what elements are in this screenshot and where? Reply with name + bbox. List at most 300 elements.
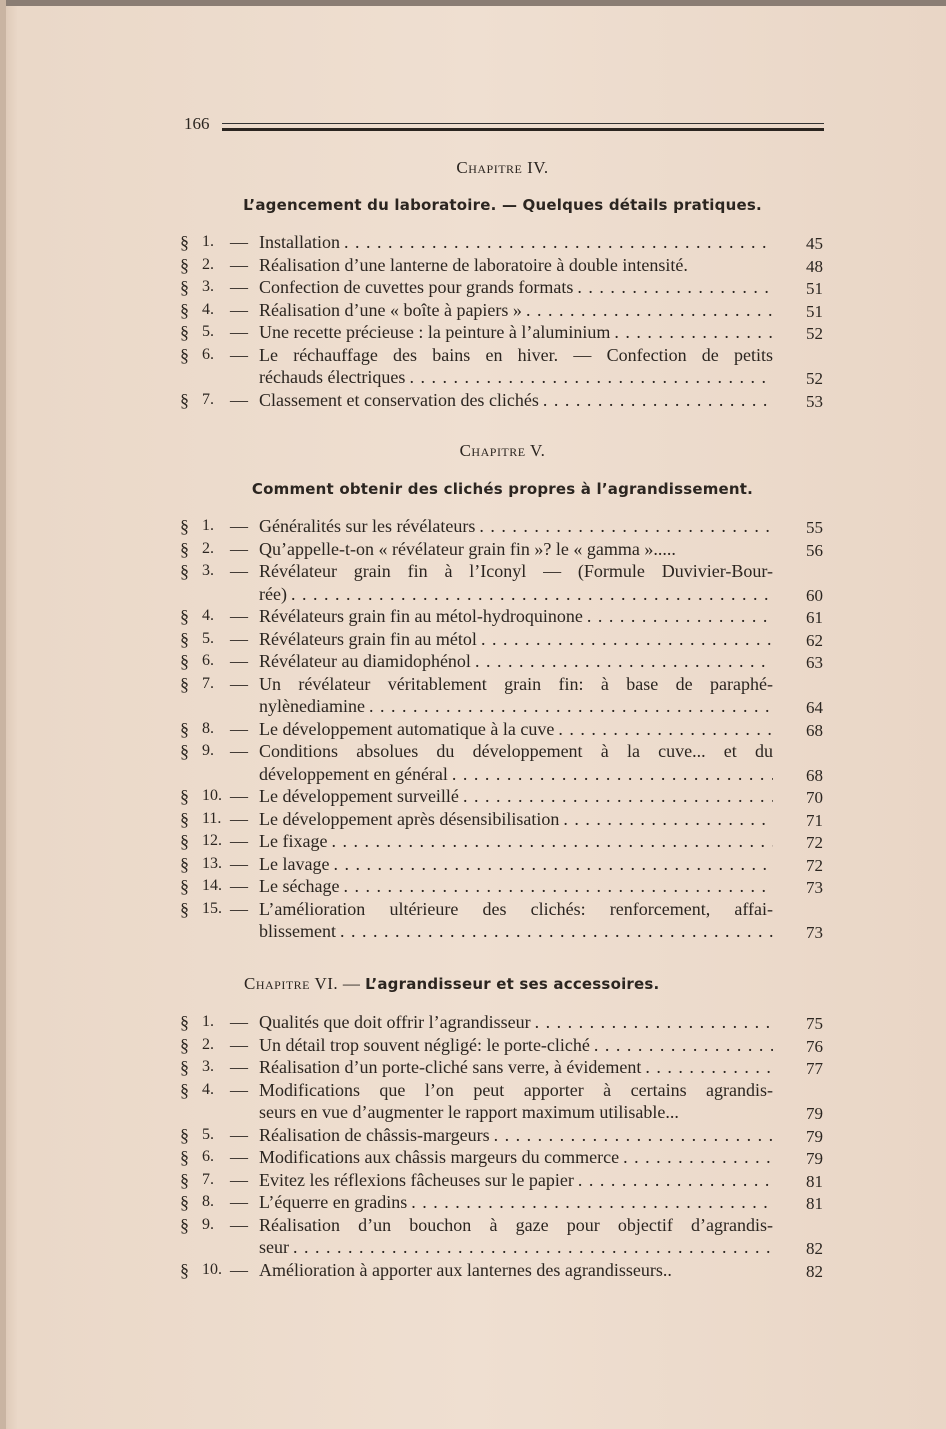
entry-title: rée) (259, 583, 287, 604)
section-symbol: § (180, 628, 189, 649)
dot-leader (409, 366, 773, 389)
em-dash: — (230, 538, 248, 559)
em-dash: — (230, 1124, 248, 1145)
dot-leader (343, 875, 773, 898)
entry-title: Le séchage (259, 876, 340, 896)
entry-text (259, 1169, 773, 1192)
toc-entry (180, 1146, 825, 1169)
entry-title: Un détail trop souvent négligé: le porte-cliché (259, 1034, 590, 1055)
em-dash: — (230, 876, 248, 896)
chapter-4-heading (180, 158, 825, 178)
section-number: 9. (202, 1215, 214, 1233)
entry-text (259, 830, 773, 853)
toc-entry (180, 853, 825, 876)
toc-entry (180, 830, 825, 853)
entry-title: seur (259, 1237, 289, 1257)
section-number: 1. (202, 517, 214, 534)
toc-line (180, 628, 825, 651)
entry-text (259, 650, 773, 673)
page-ref: 61 (806, 608, 823, 627)
entry-title: Révélateur au diamidophénol (259, 651, 471, 671)
chapter-6-heading (244, 974, 659, 994)
page-ref: 70 (806, 788, 823, 807)
section-number: 10. (202, 1260, 222, 1278)
toc-line (180, 785, 825, 808)
section-number: 3. (202, 1058, 214, 1075)
running-header (184, 114, 824, 138)
chapter-5-heading (180, 441, 825, 461)
toc-entry (180, 875, 825, 898)
page-ref: 68 (806, 765, 823, 785)
entry-text: Un révélateur véritablement grain fin: à base de paraphé- (259, 673, 773, 694)
dot-leader (526, 299, 773, 322)
em-dash: — (230, 741, 248, 761)
entry-title: Confection de cuvettes pour grands formats (259, 277, 574, 297)
page-ref: 77 (806, 1059, 823, 1078)
em-dash: — (230, 853, 248, 874)
toc-entry (180, 718, 825, 741)
section-symbol: § (180, 651, 189, 671)
toc-entry (180, 231, 825, 254)
entry-text: Réalisation d’un bouchon à gaze pour objectif d’agrandis- (259, 1214, 773, 1235)
em-dash: — (230, 898, 248, 919)
toc-line (180, 718, 825, 741)
entry-text (259, 1056, 773, 1079)
header-rule (222, 123, 824, 131)
dot-leader (411, 1191, 773, 1214)
toc-entry (180, 740, 825, 785)
toc-line (180, 299, 825, 322)
em-dash: — (230, 1012, 248, 1032)
entry-title: Le fixage (259, 831, 328, 851)
toc-entry (180, 1056, 825, 1079)
page-ref: 60 (806, 585, 823, 605)
entry-title: Classement et conservation des clichés (259, 389, 539, 410)
entry-text: Révélateur grain fin à l’Iconyl — (Formule Duvivier-Bour- (259, 561, 773, 581)
section-number: 14. (202, 877, 222, 894)
entry-text (259, 808, 773, 831)
page-number: 166 (184, 114, 210, 133)
toc-entry (180, 673, 825, 718)
entry-title: nylènediamine (259, 696, 365, 716)
section-number: 5. (202, 629, 214, 647)
entry-text (259, 628, 773, 651)
entry-title: L’équerre en gradins (259, 1192, 408, 1212)
page-ref: 52 (806, 369, 823, 388)
entry-title: Révélateurs grain fin au métol (259, 628, 477, 649)
entry-text (259, 321, 773, 344)
page-ref: 81 (806, 1171, 823, 1191)
em-dash: — (230, 786, 248, 806)
dot-leader (543, 389, 773, 412)
dot-leader (293, 1236, 773, 1259)
toc-line (180, 853, 825, 876)
toc-line (180, 1146, 825, 1169)
dot-leader (623, 1146, 773, 1169)
dot-leader (594, 1034, 773, 1057)
toc-line (180, 1214, 825, 1237)
toc-line (180, 605, 825, 628)
em-dash: — (230, 254, 248, 275)
em-dash: — (230, 277, 248, 297)
toc-line (180, 1101, 825, 1124)
section-symbol: § (180, 1259, 189, 1280)
entry-text (259, 875, 773, 898)
em-dash: — (230, 831, 248, 851)
page-ref: 76 (806, 1036, 823, 1056)
em-dash: — (230, 673, 248, 694)
section-symbol: § (180, 808, 189, 829)
section-number: 4. (202, 300, 214, 318)
entry-title: Réalisation d’une lanterne de laboratoire à double intensité. (259, 254, 688, 275)
section-symbol: § (180, 1079, 189, 1100)
section-symbol: § (180, 1214, 189, 1235)
page-ref: 52 (806, 324, 823, 343)
entry-text (259, 920, 773, 943)
page-ref: 56 (806, 540, 823, 560)
em-dash: — (230, 628, 248, 649)
section-symbol: § (180, 876, 189, 896)
toc-entry (180, 1214, 825, 1259)
page-ref: 79 (806, 1149, 823, 1168)
toc-line (180, 321, 825, 344)
section-number: 10. (202, 787, 222, 804)
toc-line (180, 366, 825, 389)
dot-leader (535, 1011, 773, 1034)
section-symbol: § (180, 299, 189, 320)
toc-entry (180, 628, 825, 651)
section-symbol: § (180, 1124, 189, 1145)
toc-line (180, 389, 825, 412)
toc-line (180, 1034, 825, 1057)
dot-leader (481, 628, 773, 651)
entry-text (259, 785, 773, 808)
page-ref: 55 (806, 518, 823, 537)
toc-line (180, 1079, 825, 1102)
section-number: 3. (202, 278, 214, 295)
entry-text: Le réchauffage des bains en hiver. — Confection de petits (259, 344, 773, 365)
em-dash: — (230, 232, 248, 252)
toc-line (180, 740, 825, 763)
toc-line (180, 875, 825, 898)
dot-leader (331, 830, 773, 853)
toc-entry (180, 344, 825, 389)
page-ref: 51 (806, 301, 823, 321)
toc-line (180, 920, 825, 943)
section-number: 6. (202, 345, 214, 363)
section-symbol: § (180, 254, 189, 275)
entry-text: Conditions absolues du développement à la cuve... et du (259, 741, 773, 761)
chapter-5-toc (180, 515, 825, 943)
em-dash: — (230, 808, 248, 829)
section-symbol: § (180, 606, 189, 626)
entry-text (259, 853, 773, 876)
entry-text (259, 1124, 773, 1147)
em-dash: — (230, 389, 248, 410)
section-number: 7. (202, 674, 214, 692)
toc-entry (180, 321, 825, 344)
section-symbol: § (180, 1192, 189, 1212)
dot-leader (614, 321, 773, 344)
entry-title: Réalisation d’une « boîte à papiers » (259, 299, 522, 320)
toc-line (180, 344, 825, 367)
entry-title: Qu’appelle-t-on « révélateur grain fin »? le « gamma »..... (259, 538, 676, 559)
em-dash: — (230, 1214, 248, 1235)
dot-leader (479, 515, 773, 538)
toc-entry (180, 1079, 825, 1124)
entry-text (259, 695, 773, 718)
toc-line (180, 276, 825, 299)
entry-text: L’amélioration ultérieure des clichés: renforcement, affai- (259, 898, 773, 919)
dot-leader (563, 808, 773, 831)
dot-leader (340, 920, 773, 943)
entry-title: Modifications aux châssis margeurs du commerce (259, 1147, 620, 1167)
dot-leader (578, 1169, 773, 1192)
entry-title: Le développement surveillé (259, 786, 459, 806)
toc-line (180, 538, 825, 561)
entry-text (259, 1034, 773, 1057)
section-symbol: § (180, 344, 189, 365)
toc-entry (180, 299, 825, 322)
section-number: 12. (202, 832, 222, 849)
section-symbol: § (180, 831, 189, 851)
page-ref: 48 (806, 256, 823, 276)
section-number: 1. (202, 233, 214, 250)
dot-leader (333, 853, 773, 876)
entry-title: Amélioration à apporter aux lanternes des agrandisseurs.. (259, 1259, 672, 1280)
section-number: 8. (202, 719, 214, 737)
em-dash: — (230, 561, 248, 581)
entry-title: Installation (259, 232, 340, 252)
section-symbol: § (180, 673, 189, 694)
section-number: 4. (202, 1080, 214, 1098)
toc-line (180, 560, 825, 583)
chapter-5-title: Chapitre V. (459, 441, 546, 460)
entry-title: Généralités sur les révélateurs (259, 516, 476, 536)
em-dash: — (230, 606, 248, 626)
em-dash: — (230, 322, 248, 342)
toc-entry (180, 605, 825, 628)
section-number: 9. (202, 742, 214, 759)
page-ref: 82 (806, 1239, 823, 1258)
page-ref: 79 (806, 1104, 823, 1123)
section-number: 7. (202, 390, 214, 408)
section-symbol: § (180, 277, 189, 297)
section-number: 5. (202, 323, 214, 340)
toc-line (180, 830, 825, 853)
chapter-5-subtitle: Comment obtenir des clichés propres à l’agrandissement. (251, 480, 754, 498)
entry-text (259, 254, 773, 277)
section-symbol: § (180, 898, 189, 919)
entry-title: Evitez les réflexions fâcheuses sur le papier (259, 1169, 574, 1190)
toc-entry (180, 650, 825, 673)
em-dash: — (230, 344, 248, 365)
dot-leader (494, 1124, 773, 1147)
page-ref: 51 (806, 279, 823, 298)
toc-line (180, 673, 825, 696)
section-symbol: § (180, 516, 189, 536)
dot-leader (344, 231, 773, 254)
dot-leader (645, 1056, 773, 1079)
entry-text (259, 1259, 773, 1282)
toc-line (180, 695, 825, 718)
entry-text (259, 231, 773, 254)
entry-title: Réalisation de châssis-margeurs (259, 1124, 490, 1145)
section-symbol: § (180, 786, 189, 806)
entry-title: Une recette précieuse : la peinture à l’aluminium (259, 322, 611, 342)
chapter-4-title: Chapitre IV. (456, 158, 549, 177)
dot-leader (291, 583, 773, 606)
toc-line (180, 583, 825, 606)
section-number: 4. (202, 607, 214, 624)
toc-line (180, 515, 825, 538)
section-symbol: § (180, 1147, 189, 1167)
toc-line (180, 898, 825, 921)
section-symbol: § (180, 389, 189, 410)
em-dash: — (230, 1034, 248, 1055)
toc-entry (180, 560, 825, 605)
toc-line (180, 1191, 825, 1214)
section-number: 2. (202, 255, 214, 273)
dot-leader (558, 718, 773, 741)
page-ref: 79 (806, 1126, 823, 1146)
entry-text (259, 1011, 773, 1034)
toc-entry (180, 1124, 825, 1147)
page-binding-edge (0, 0, 6, 1429)
entry-text (259, 605, 773, 628)
toc-entry (180, 1191, 825, 1214)
entry-title: Qualités que doit offrir l’agrandisseur (259, 1012, 531, 1032)
toc-entry (180, 276, 825, 299)
chapter-6-toc (180, 1011, 825, 1281)
toc-line (180, 808, 825, 831)
toc-entry (180, 254, 825, 277)
entry-title: seurs en vue d’augmenter le rapport maximum utilisable... (259, 1102, 679, 1122)
toc-line (180, 254, 825, 277)
section-symbol: § (180, 718, 189, 739)
section-symbol: § (180, 1169, 189, 1190)
em-dash: — (230, 1169, 248, 1190)
chapter-6-title: Chapitre VI. — (244, 974, 361, 993)
section-symbol: § (180, 561, 189, 581)
section-number: 2. (202, 1035, 214, 1053)
toc-line (180, 1169, 825, 1192)
section-symbol: § (180, 1034, 189, 1055)
em-dash: — (230, 299, 248, 320)
toc-line (180, 1236, 825, 1259)
chapter-4-subtitle: L’agencement du laboratoire. — Quelques détails pratiques. (243, 196, 762, 214)
toc-entry (180, 1011, 825, 1034)
entry-text (259, 718, 773, 741)
dot-leader (577, 276, 773, 299)
toc-entry (180, 515, 825, 538)
toc-entry (180, 538, 825, 561)
toc-entry (180, 1259, 825, 1282)
section-number: 11. (202, 809, 222, 827)
em-dash: — (230, 1079, 248, 1100)
dot-leader (587, 605, 773, 628)
dot-leader (369, 695, 773, 718)
em-dash: — (230, 651, 248, 671)
chapter-4-toc (180, 231, 825, 411)
entry-title: Révélateurs grain fin au métol-hydroquinone (259, 606, 583, 626)
entry-title: Le développement après désensibilisation (259, 808, 560, 829)
toc-line (180, 1259, 825, 1282)
entry-text (259, 515, 773, 538)
entry-text (259, 538, 773, 561)
em-dash: — (230, 718, 248, 739)
page-ref: 71 (806, 810, 823, 830)
page-ref: 68 (806, 720, 823, 740)
entry-text (259, 583, 773, 606)
section-symbol: § (180, 538, 189, 559)
entry-title: Le développement automatique à la cuve (259, 718, 555, 739)
em-dash: — (230, 516, 248, 536)
entry-text (259, 1146, 773, 1169)
page-ref: 53 (806, 391, 823, 411)
entry-title: Le lavage (259, 853, 330, 874)
section-number: 13. (202, 854, 222, 872)
toc-entry (180, 1169, 825, 1192)
page-ref: 73 (806, 923, 823, 942)
toc-entry (180, 389, 825, 412)
entry-text (259, 299, 773, 322)
entry-title: développement en général (259, 763, 448, 784)
toc-line (180, 1011, 825, 1034)
section-number: 5. (202, 1125, 214, 1143)
page-ref: 82 (806, 1261, 823, 1281)
section-number: 6. (202, 1148, 214, 1165)
section-symbol: § (180, 1012, 189, 1032)
toc-line (180, 1056, 825, 1079)
page-ref: 73 (806, 878, 823, 897)
dot-leader (452, 763, 773, 786)
dot-leader (475, 650, 773, 673)
toc-line (180, 650, 825, 673)
entry-text (259, 389, 773, 412)
section-number: 6. (202, 652, 214, 669)
em-dash: — (230, 1147, 248, 1167)
page-ref: 81 (806, 1194, 823, 1213)
page-ref: 72 (806, 833, 823, 852)
entry-text (259, 1236, 773, 1259)
entry-title: Réalisation d’un porte-cliché sans verre, à évidement (259, 1057, 642, 1077)
page-ref: 75 (806, 1014, 823, 1033)
toc-entry (180, 785, 825, 808)
section-symbol: § (180, 1057, 189, 1077)
section-number: 7. (202, 1170, 214, 1188)
section-number: 15. (202, 899, 222, 917)
entry-title: réchauds électriques (259, 367, 406, 387)
section-symbol: § (180, 232, 189, 252)
entry-text (259, 763, 773, 786)
toc-line (180, 1124, 825, 1147)
chapter-6-subtitle: L’agrandisseur et ses accessoires. (365, 975, 660, 993)
em-dash: — (230, 1259, 248, 1280)
section-number: 2. (202, 539, 214, 557)
toc-entry (180, 808, 825, 831)
page-ref: 62 (806, 630, 823, 650)
page-top-edge (0, 0, 946, 6)
entry-text (259, 276, 773, 299)
toc-line (180, 231, 825, 254)
section-number: 3. (202, 562, 214, 579)
section-symbol: § (180, 741, 189, 761)
page-ref: 63 (806, 653, 823, 672)
em-dash: — (230, 1057, 248, 1077)
toc-entry (180, 1034, 825, 1057)
section-number: 8. (202, 1193, 214, 1210)
